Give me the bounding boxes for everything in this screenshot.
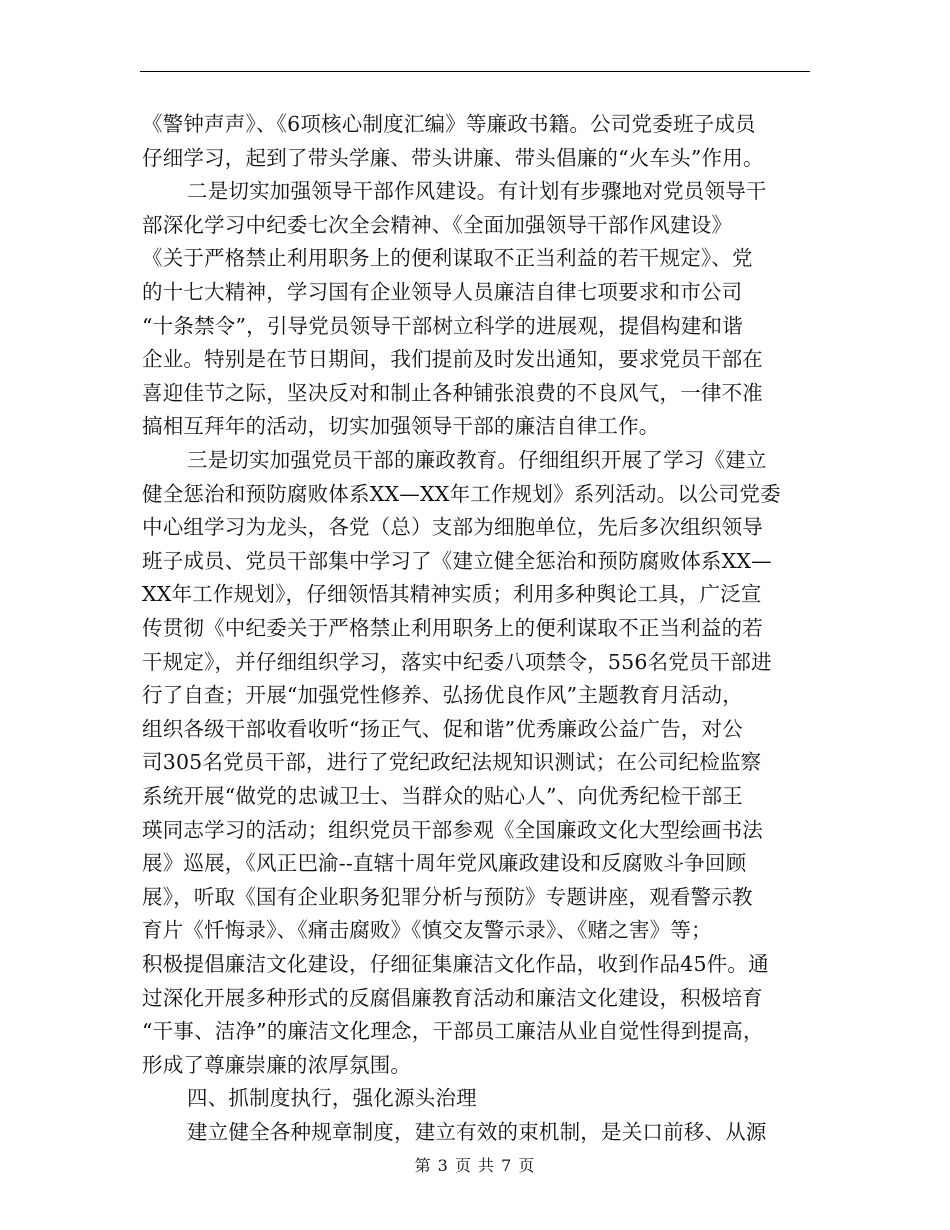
text-line: 干规定》，并仔细组织学习，落实中纪委八项禁令，556名党员干部进 — [142, 649, 772, 674]
text-line: “十条禁令”，引导党员领导干部树立科学的进展观，提倡构建和谐 — [142, 313, 743, 338]
text-line: 育片《忏悔录》、《痛击腐败》《慎交友警示录》、《赌之害》等； — [142, 918, 712, 943]
text-line: 传贯彻《中纪委关于严格禁止利用职务上的便利谋取不正当利益的若 — [142, 616, 763, 640]
header-rule — [140, 71, 810, 72]
text-line: 搞相互拜年的活动，切实加强领导干部的廉洁自律工作。 — [142, 414, 660, 439]
text-line: 过深化开展多种形式的反腐倡廉教育活动和廉洁文化建设，积极培育 — [142, 985, 763, 1010]
text-line: 部深化学习中纪委七次全会精神、《全面加强领导干部作风建设》 — [142, 212, 733, 237]
text-line: 中心组学习为龙头，各党（总）支部为细胞单位，先后多次组织领导 — [142, 515, 763, 540]
text-line: 司305名党员干部，进行了党纪政纪法规知识测试；在公司纪检监察 — [142, 750, 762, 775]
text-line: 二是切实加强领导干部作风建设。有计划有步骤地对党员领导干 — [187, 179, 767, 204]
text-line: 《警钟声声》、《6项核心制度汇编》等廉政书籍。公司党委班子成员 — [142, 112, 756, 136]
text-line: 展》巡展，《风正巴渝--直辖十周年党风廉政建设和反腐败斗争回顾 — [142, 851, 747, 876]
text-line: 行了自查；开展“加强党性修养、弘扬优良作风”主题教育月活动， — [142, 683, 743, 708]
text-line: 形成了尊廉崇廉的浓厚氛围。 — [142, 1052, 412, 1077]
text-line: 系统开展“做党的忠诚卫士、当群众的贴心人”、向优秀纪检干部王 — [142, 784, 743, 808]
text-line: 的十七大精神，学习国有企业领导人员廉洁自律七项要求和市公司 — [142, 280, 743, 304]
text-line: “干事、洁净”的廉洁文化理念，干部员工廉洁从业自觉性得到提高， — [142, 1019, 764, 1044]
text-line: 积极提倡廉洁文化建设，仔细征集廉洁文化作品，收到作品45件。通 — [142, 952, 769, 976]
text-line: 班子成员、党员干部集中学习了《建立健全惩治和预防腐败体系XX— — [142, 548, 772, 573]
text-line: 建立健全各种规章制度，建立有效的束机制，是关口前移、从源 — [187, 1120, 767, 1144]
text-line: 展》，听取《国有企业职务犯罪分析与预防》专题讲座，观看警示教 — [142, 884, 753, 909]
text-line: 仔细学习，起到了带头学廉、带头讲廉、带头倡廉的“火车头”作用。 — [142, 145, 764, 170]
section-heading: 四、抓制度执行，强化源头治理 — [187, 1086, 477, 1111]
text-line: 健全惩治和预防腐败体系XX—XX年工作规划》系列活动。以公司党委 — [142, 481, 781, 506]
text-line: 瑛同志学习的活动；组织党员干部参观《全国廉政文化大型绘画书法 — [142, 817, 763, 842]
page-number: 第 3 页 共 7 页 — [414, 1156, 536, 1175]
text-line: 《关于严格禁止利用职务上的便利谋取不正当利益的若干规定》、党 — [142, 246, 753, 271]
text-line: 组织各级干部收看收听“扬正气、促和谐”优秀廉政公益广告，对公 — [142, 716, 743, 741]
text-line: 喜迎佳节之际，坚决反对和制止各种铺张浪费的不良风气，一律不准 — [142, 380, 763, 405]
text-line: XX年工作规划》，仔细领悟其精神实质；利用多种舆论工具，广泛宣 — [142, 582, 762, 607]
text-line: 三是切实加强党员干部的廉政教育。仔细组织开展了学习《建立 — [187, 448, 767, 472]
text-line: 企业。特别是在节日期间，我们提前及时发出通知，要求党员干部在 — [142, 347, 763, 372]
